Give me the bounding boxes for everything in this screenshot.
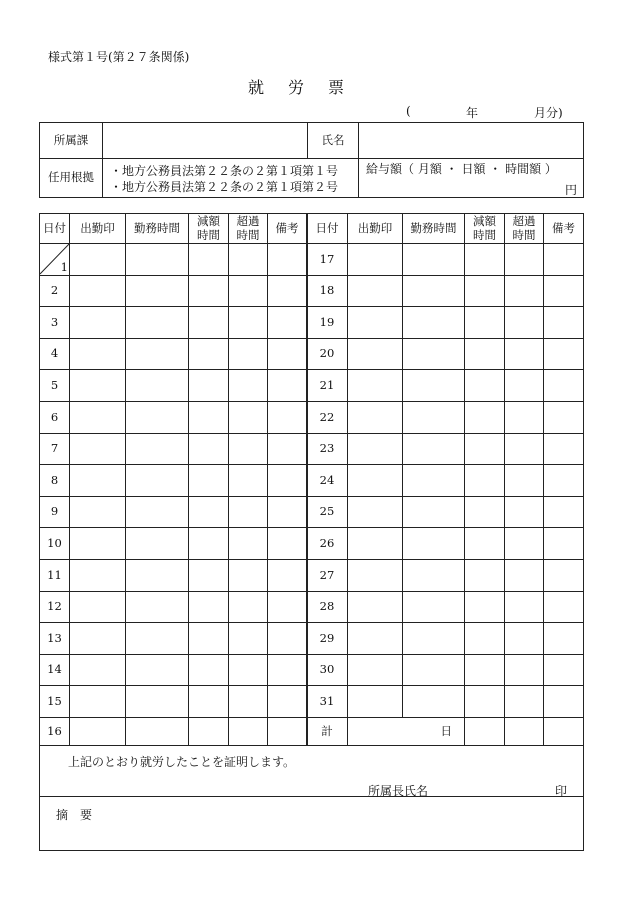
day-label: 8 — [50, 472, 59, 487]
entry-cell[interactable] — [70, 465, 125, 496]
basis-item-1[interactable]: ・地方公務員法第２２条の２第１項第１号 — [110, 164, 339, 178]
entry-cell[interactable] — [268, 497, 306, 527]
day-label: 5 — [50, 377, 59, 392]
entry-cell[interactable] — [505, 307, 543, 338]
day-label: 21 — [319, 377, 335, 392]
entry-cell[interactable] — [348, 686, 402, 717]
entry-cell[interactable] — [189, 560, 228, 591]
entry-cell[interactable] — [348, 655, 402, 685]
day-label: 7 — [50, 441, 59, 456]
entry-cell[interactable] — [544, 528, 583, 559]
column-header: 超過 時間 — [512, 214, 536, 242]
entry-cell[interactable] — [465, 686, 504, 717]
entry-cell[interactable] — [126, 244, 188, 275]
entry-cell[interactable] — [70, 370, 125, 401]
entry-cell[interactable] — [465, 370, 504, 401]
column-header: 超過 時間 — [236, 214, 260, 242]
entry-cell[interactable] — [403, 497, 464, 527]
entry-cell[interactable] — [544, 307, 583, 338]
day-label: 25 — [319, 504, 335, 519]
entry-cell[interactable] — [348, 402, 402, 433]
entry-cell[interactable] — [544, 718, 583, 745]
entry-cell[interactable] — [348, 623, 402, 654]
entry-cell[interactable] — [505, 623, 543, 654]
entry-cell[interactable] — [544, 560, 583, 591]
entry-cell[interactable] — [229, 718, 267, 745]
entry-cell[interactable] — [544, 339, 583, 369]
entry-cell[interactable] — [268, 623, 306, 654]
column-header: 出勤印 — [357, 220, 393, 235]
entry-cell[interactable] — [70, 244, 125, 275]
entry-cell[interactable] — [268, 276, 306, 306]
day-label: 11 — [47, 567, 62, 582]
day-label: 20 — [319, 346, 335, 361]
day-label: 4 — [50, 346, 59, 361]
name-label: 氏名 — [321, 132, 345, 147]
entry-cell[interactable] — [229, 686, 267, 717]
column-header: 出勤印 — [80, 220, 115, 235]
entry-cell[interactable] — [126, 370, 188, 401]
entry-cell[interactable] — [268, 434, 306, 464]
day-label: 10 — [47, 535, 62, 550]
entry-cell[interactable] — [268, 686, 306, 717]
entry-cell[interactable] — [268, 528, 306, 559]
entry-cell[interactable] — [348, 497, 402, 527]
certify-text: 上記のとおり就労したことを証明します。 — [68, 755, 296, 769]
entry-cell[interactable] — [268, 402, 306, 433]
entry-cell[interactable] — [505, 592, 543, 622]
day-label: 19 — [319, 314, 335, 329]
entry-cell[interactable] — [126, 276, 188, 306]
entry-cell[interactable] — [465, 465, 504, 496]
entry-cell[interactable] — [465, 655, 504, 685]
entry-cell[interactable] — [403, 465, 464, 496]
entry-cell[interactable] — [403, 402, 464, 433]
entry-cell[interactable] — [229, 244, 267, 275]
entry-cell[interactable] — [189, 528, 228, 559]
entry-cell[interactable] — [268, 244, 306, 275]
entry-cell[interactable] — [505, 655, 543, 685]
day-label: 6 — [50, 409, 59, 424]
entry-cell[interactable] — [189, 307, 228, 338]
entry-cell[interactable] — [348, 307, 402, 338]
entry-cell[interactable] — [348, 276, 402, 306]
column-header: 減額 時間 — [197, 214, 220, 242]
entry-cell[interactable] — [70, 655, 125, 685]
entry-cell[interactable] — [505, 402, 543, 433]
day-label: 18 — [319, 283, 335, 298]
day-label: 13 — [47, 630, 62, 645]
entry-cell[interactable] — [403, 655, 464, 685]
entry-cell[interactable] — [189, 402, 228, 433]
day-label: 2 — [50, 283, 59, 298]
chief-name-label: 所属長氏名 — [368, 784, 429, 798]
entry-cell[interactable] — [189, 718, 228, 745]
entry-cell[interactable] — [465, 276, 504, 306]
entry-cell[interactable] — [229, 592, 267, 622]
entry-cell[interactable] — [505, 686, 543, 717]
day-label: 3 — [50, 314, 59, 329]
entry-cell[interactable] — [126, 497, 188, 527]
entry-cell[interactable] — [126, 465, 188, 496]
day-label: 計 — [321, 723, 333, 738]
entry-cell[interactable] — [465, 434, 504, 464]
entry-cell[interactable] — [544, 497, 583, 527]
day-label: 12 — [47, 599, 62, 614]
entry-cell[interactable] — [505, 370, 543, 401]
entry-cell[interactable] — [465, 497, 504, 527]
entry-cell[interactable] — [403, 339, 464, 369]
entry-cell[interactable] — [189, 370, 228, 401]
entry-cell[interactable] — [70, 592, 125, 622]
entry-cell[interactable] — [70, 528, 125, 559]
column-header: 備考 — [552, 220, 575, 235]
entry-cell[interactable] — [348, 528, 402, 559]
entry-cell[interactable] — [189, 244, 228, 275]
entry-cell[interactable] — [70, 434, 125, 464]
entry-cell[interactable] — [268, 655, 306, 685]
entry-cell[interactable] — [544, 276, 583, 306]
pay-label[interactable]: 給与額（ 月額 ・ 日額 ・ 時間額 ） — [366, 162, 557, 176]
entry-cell[interactable] — [229, 402, 267, 433]
page-title: 就 労 票 — [248, 78, 349, 97]
yen-unit: 円 — [565, 183, 578, 197]
entry-cell[interactable] — [348, 434, 402, 464]
day-label: 14 — [47, 662, 62, 677]
entry-cell[interactable] — [189, 686, 228, 717]
seal-mark: 印 — [555, 784, 568, 798]
form-reference: 様式第１号(第２７条関係) — [48, 50, 190, 64]
entry-cell[interactable] — [126, 434, 188, 464]
period-open: ( — [406, 104, 411, 118]
entry-cell[interactable] — [348, 465, 402, 496]
entry-cell[interactable] — [465, 560, 504, 591]
entry-cell[interactable] — [229, 497, 267, 527]
entry-cell[interactable] — [505, 244, 543, 275]
entry-cell[interactable] — [348, 244, 402, 275]
remarks-field[interactable] — [40, 822, 583, 849]
day-label: 23 — [319, 441, 335, 456]
day-label: 1 — [60, 259, 68, 274]
entry-cell[interactable] — [403, 370, 464, 401]
entry-cell[interactable] — [403, 560, 464, 591]
entry-cell[interactable] — [126, 339, 188, 369]
entry-cell[interactable] — [189, 623, 228, 654]
entry-cell[interactable] — [348, 560, 402, 591]
entry-cell[interactable] — [268, 465, 306, 496]
basis-label: 任用根拠 — [48, 170, 94, 185]
entry-cell[interactable] — [229, 339, 267, 369]
entry-cell[interactable] — [229, 434, 267, 464]
entry-cell[interactable] — [348, 339, 402, 369]
day-label: 29 — [319, 630, 335, 645]
column-header: 勤務時間 — [134, 220, 180, 235]
entry-cell[interactable] — [70, 307, 125, 338]
entry-cell[interactable] — [403, 434, 464, 464]
entry-cell[interactable] — [229, 623, 267, 654]
entry-cell[interactable] — [505, 339, 543, 369]
entry-cell[interactable] — [229, 370, 267, 401]
basis-item-2[interactable]: ・地方公務員法第２２条の２第１項第２号 — [110, 180, 339, 194]
day-label: 26 — [319, 535, 335, 550]
entry-cell[interactable] — [544, 402, 583, 433]
entry-cell[interactable] — [465, 402, 504, 433]
entry-cell[interactable] — [189, 276, 228, 306]
entry-cell[interactable] — [505, 497, 543, 527]
day-label: 9 — [50, 504, 59, 519]
entry-cell[interactable] — [544, 686, 583, 717]
entry-cell[interactable] — [70, 276, 125, 306]
entry-cell[interactable] — [465, 718, 504, 745]
entry-cell[interactable] — [268, 560, 306, 591]
column-header: 備考 — [275, 220, 299, 235]
dept-field[interactable] — [103, 123, 307, 158]
entry-cell[interactable] — [126, 560, 188, 591]
column-header: 減額 時間 — [473, 214, 496, 242]
entry-cell[interactable] — [70, 686, 125, 717]
total-days: 日 — [440, 723, 452, 738]
entry-cell[interactable] — [126, 623, 188, 654]
entry-cell[interactable] — [403, 307, 464, 338]
entry-cell[interactable] — [403, 528, 464, 559]
entry-cell[interactable] — [465, 339, 504, 369]
day-label: 30 — [319, 662, 335, 677]
entry-cell[interactable] — [126, 307, 188, 338]
entry-cell[interactable] — [268, 370, 306, 401]
day-label: 22 — [319, 409, 335, 424]
entry-cell[interactable] — [70, 623, 125, 654]
entry-cell[interactable] — [268, 718, 306, 745]
entry-cell[interactable] — [229, 465, 267, 496]
entry-cell[interactable] — [544, 370, 583, 401]
entry-cell[interactable] — [505, 434, 543, 464]
entry-cell[interactable] — [189, 434, 228, 464]
period-month: 月分) — [534, 106, 563, 120]
entry-cell[interactable] — [505, 718, 543, 745]
entry-cell[interactable] — [403, 244, 464, 275]
entry-cell[interactable] — [403, 623, 464, 654]
entry-cell[interactable] — [465, 592, 504, 622]
day-label: 17 — [319, 251, 335, 266]
period-year: 年 — [466, 106, 479, 120]
entry-cell[interactable] — [70, 402, 125, 433]
entry-cell[interactable] — [229, 276, 267, 306]
entry-cell[interactable] — [544, 623, 583, 654]
entry-cell[interactable] — [126, 528, 188, 559]
entry-cell[interactable] — [189, 655, 228, 685]
entry-cell[interactable] — [70, 497, 125, 527]
chief-name-field[interactable] — [432, 778, 550, 796]
entry-cell[interactable] — [505, 276, 543, 306]
entry-cell[interactable] — [268, 307, 306, 338]
day-label: 15 — [47, 693, 62, 708]
day-label: 16 — [47, 723, 62, 738]
entry-cell[interactable] — [403, 592, 464, 622]
entry-cell[interactable] — [544, 244, 583, 275]
entry-cell[interactable] — [189, 339, 228, 369]
entry-cell[interactable] — [126, 718, 188, 745]
entry-cell[interactable] — [505, 465, 543, 496]
entry-cell[interactable] — [70, 560, 125, 591]
dept-label: 所属課 — [53, 132, 89, 147]
entry-cell[interactable] — [348, 370, 402, 401]
entry-cell[interactable] — [268, 592, 306, 622]
entry-cell[interactable] — [544, 592, 583, 622]
entry-cell[interactable] — [465, 623, 504, 654]
entry-cell[interactable] — [189, 465, 228, 496]
entry-cell[interactable] — [403, 276, 464, 306]
entry-cell[interactable] — [229, 655, 267, 685]
day-label: 31 — [319, 693, 335, 708]
entry-cell[interactable] — [505, 528, 543, 559]
entry-cell[interactable] — [229, 307, 267, 338]
entry-cell[interactable] — [544, 465, 583, 496]
entry-cell[interactable] — [126, 402, 188, 433]
entry-cell[interactable] — [465, 244, 504, 275]
entry-cell[interactable] — [189, 497, 228, 527]
column-header: 日付 — [43, 220, 66, 235]
entry-cell[interactable] — [126, 686, 188, 717]
entry-cell[interactable] — [403, 686, 464, 717]
entry-cell[interactable] — [70, 718, 125, 745]
entry-cell[interactable] — [268, 339, 306, 369]
remarks-label: 摘 要 — [56, 808, 93, 822]
entry-cell[interactable] — [229, 528, 267, 559]
day-label: 27 — [319, 567, 335, 582]
entry-cell[interactable] — [70, 339, 125, 369]
entry-cell[interactable] — [544, 434, 583, 464]
entry-cell[interactable] — [505, 560, 543, 591]
name-field[interactable] — [359, 123, 583, 158]
day-label: 28 — [319, 599, 335, 614]
column-header: 勤務時間 — [410, 220, 457, 235]
entry-cell[interactable] — [229, 560, 267, 591]
entry-cell[interactable] — [465, 307, 504, 338]
column-header: 日付 — [315, 220, 339, 235]
entry-cell[interactable] — [348, 592, 402, 622]
entry-cell[interactable] — [126, 592, 188, 622]
entry-cell[interactable] — [465, 528, 504, 559]
entry-cell[interactable] — [544, 655, 583, 685]
entry-cell[interactable] — [126, 655, 188, 685]
entry-cell[interactable] — [189, 592, 228, 622]
day-label: 24 — [319, 472, 335, 487]
